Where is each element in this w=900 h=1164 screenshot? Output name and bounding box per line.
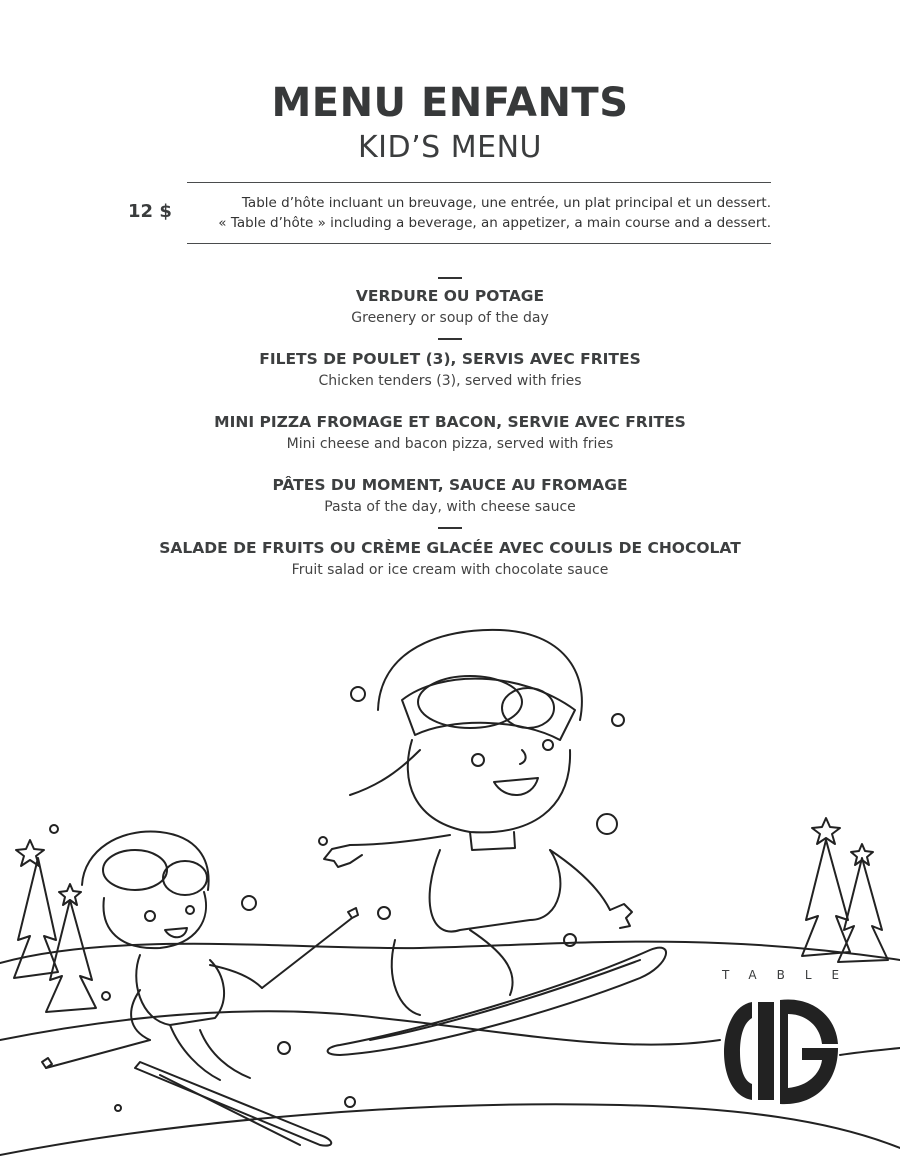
snow-hill-line [0, 942, 900, 963]
snow-hill-line [0, 1011, 720, 1044]
snowboarder-kid [324, 630, 666, 1055]
dg-monogram-logo-icon [722, 992, 840, 1110]
price: 12 $ [128, 201, 172, 222]
menu-item-desc: Pasta of the day, with cheese sauce [324, 499, 576, 515]
menu-item-desc: Greenery or soup of the day [351, 310, 549, 326]
divider-top [187, 182, 771, 183]
snowflake-dots [50, 687, 624, 1111]
pine-tree-icon [802, 818, 850, 956]
divider-bottom [187, 243, 771, 244]
menu-subtitle: KID’S MENU [358, 130, 542, 165]
menu-item-name: SALADE DE FRUITS OU CRÈME GLACÉE AVEC COULIS DE CHOCOLAT [159, 539, 741, 557]
dash-separator [438, 338, 462, 340]
menu-title: MENU ENFANTS [271, 80, 629, 126]
menu-item-desc: Chicken tenders (3), served with fries [318, 373, 582, 389]
offer-description-en: « Table d’hôte » including a beverage, an appetizer, a main course and a dessert. [218, 215, 771, 231]
menu-item-desc: Fruit salad or ice cream with chocolate sauce [291, 562, 609, 578]
offer-description-fr: Table d’hôte incluant un breuvage, une entrée, un plat principal et un dessert. [241, 195, 771, 211]
menu-item-name: FILETS DE POULET (3), SERVIS AVEC FRITES [259, 350, 641, 368]
logo-wordmark: TABLE [722, 968, 860, 982]
menu-item-name: MINI PIZZA FROMAGE ET BACON, SERVIE AVEC FRITES [214, 413, 686, 431]
pine-tree-icon [838, 844, 888, 962]
skier-kid [42, 832, 358, 1146]
dash-separator [438, 527, 462, 529]
dash-separator [438, 277, 462, 279]
menu-item-desc: Mini cheese and bacon pizza, served with fries [286, 436, 614, 452]
menu-item-name: PÂTES DU MOMENT, SAUCE AU FROMAGE [272, 476, 628, 494]
snow-hill-line [840, 1048, 900, 1055]
offer-description [187, 193, 771, 233]
snow-hill-line [0, 1104, 900, 1155]
menu-item-name: VERDURE OU POTAGE [355, 287, 545, 305]
